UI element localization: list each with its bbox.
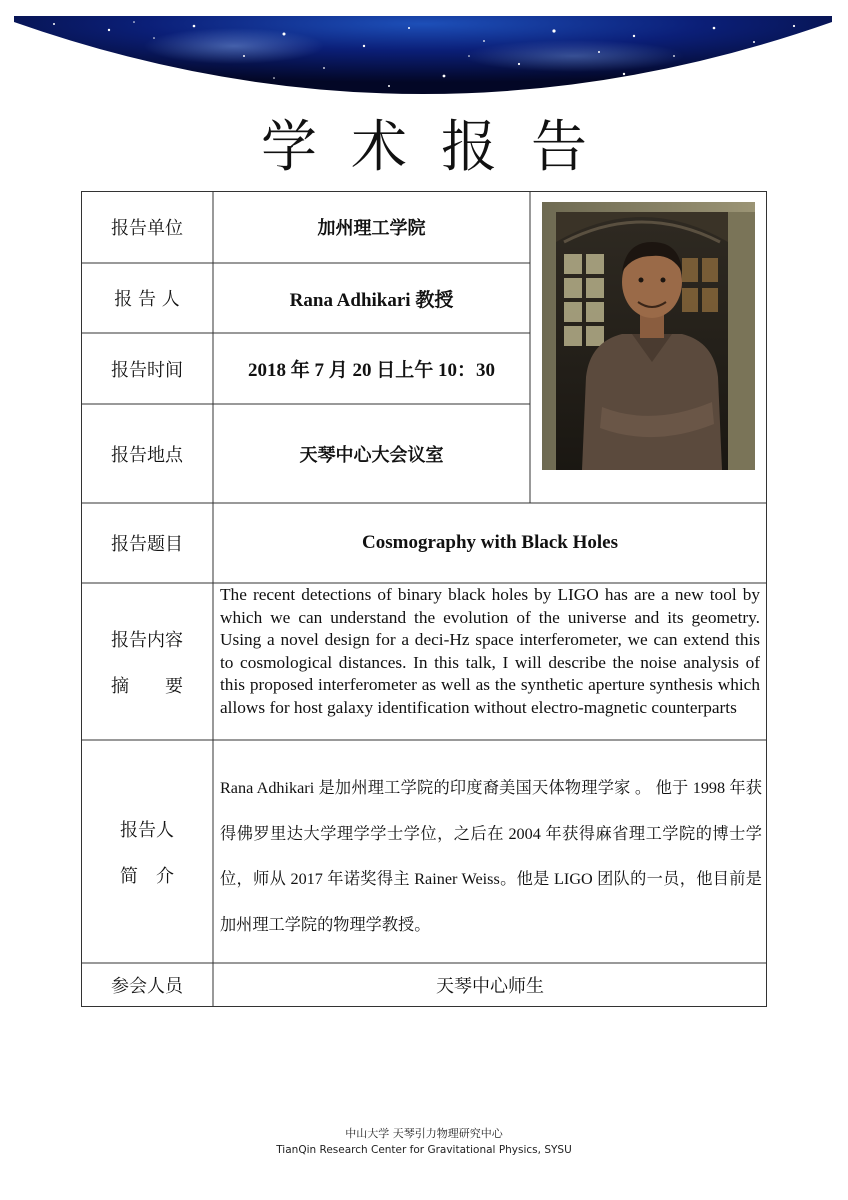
footer-org-en: TianQin Research Center for Gravitational Physics, SYSU xyxy=(276,1144,572,1156)
value-abstract: The recent detections of binary black holes by LIGO has are a new tool by which we can understand the evolution of the universe and its geometry. Using a novel design for a deci-Hz space interferometer, we can extend this to cosmological distances. In this talk, I will describe the noise analysis of this proposed interferometer as well as the synthetic aperture synthesis which allows for host galaxy identification without electro-magnetic counterparts xyxy=(220,585,760,717)
value-time: 2018 年 7 月 20 日上午 10：30 xyxy=(247,360,495,381)
label-speaker: 报 告 人 xyxy=(114,289,180,310)
value-topic: Cosmography with Black Holes xyxy=(362,532,618,553)
page-title: 学术报告 xyxy=(261,115,621,180)
value-attendees: 天琴中心师生 xyxy=(436,976,544,997)
footer-org-cn: 中山大学 天琴引力物理研究中心 xyxy=(345,1127,503,1140)
info-table xyxy=(81,191,767,1007)
label-bio xyxy=(81,740,213,963)
label-abstract-line2: 摘 要 xyxy=(111,675,183,697)
label-unit: 报告单位 xyxy=(111,218,183,239)
value-unit: 加州理工学院 xyxy=(317,218,426,239)
speaker-portrait xyxy=(542,202,755,470)
value-speaker: Rana Adhikari 教授 xyxy=(289,289,454,311)
starfield-banner xyxy=(14,16,832,98)
label-time: 报告时间 xyxy=(111,359,183,381)
footer xyxy=(0,1126,848,1158)
value-place: 天琴中心大会议室 xyxy=(299,444,444,466)
label-bio-line2: 简 介 xyxy=(120,865,174,887)
label-abstract-line1: 报告内容 xyxy=(111,629,183,651)
value-bio: Rana Adhikari 是加州理工学院的印度裔美国天体物理学家 。 他于 1998 年获得佛罗里达大学理学学士学位，之后在 2004 年获得麻省理工学院的博士学位，师从 2017 年诺奖得主 Rainer Weiss。他是 LIGO 团队的一员，他目前是加州理工学院的物理学教授。 xyxy=(220,779,762,934)
label-bio-line1: 报告人 xyxy=(120,819,174,841)
label-attendees: 参会人员 xyxy=(111,976,183,997)
label-place: 报告地点 xyxy=(111,444,183,466)
label-abstract xyxy=(81,583,213,740)
label-topic: 报告题目 xyxy=(111,534,183,555)
